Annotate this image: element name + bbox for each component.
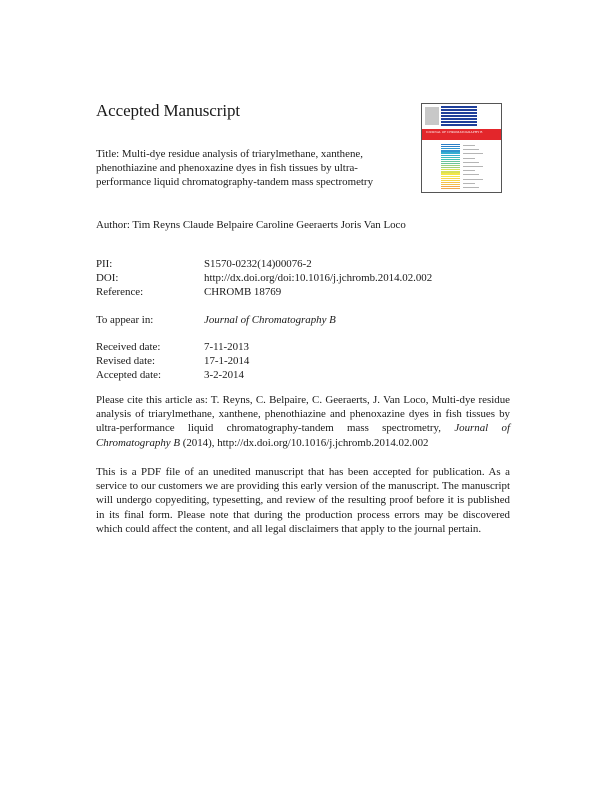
cover-stripe [441, 152, 460, 153]
cover-stripe [441, 146, 460, 147]
cover-text-line [463, 158, 475, 159]
revised-label: Revised date: [96, 355, 155, 367]
cover-top-bar [441, 106, 477, 108]
journal-cover-thumbnail [421, 103, 502, 193]
received-label: Received date: [96, 341, 161, 353]
cover-stripe [441, 165, 460, 166]
cover-stripe [441, 157, 460, 158]
cover-text-line [463, 145, 475, 146]
publisher-logo-icon [425, 107, 439, 125]
cover-stripe [441, 150, 460, 151]
citation-paragraph [96, 393, 510, 450]
revised-value: 17-1-2014 [204, 355, 250, 367]
cover-stripe [441, 144, 460, 145]
cover-top-bar [441, 124, 477, 126]
cover-text-line [463, 153, 483, 154]
page-heading: Accepted Manuscript [96, 101, 240, 120]
pii-row [96, 257, 312, 271]
reference-value: CHROMB 18769 [204, 286, 282, 298]
cover-text-line [463, 187, 479, 188]
received-row [96, 340, 249, 354]
cover-stripe [441, 163, 460, 164]
cover-stripe [441, 188, 460, 189]
citation-journal: Journal of Chromatography B [96, 422, 510, 449]
accepted-row [96, 368, 244, 382]
cover-text-line [463, 149, 479, 150]
cover-stripe [441, 176, 460, 177]
citation-prefix: Please cite this article as: T. Reyns, C. Belpaire, C. Geeraerts, J. Van Loco, Multi-dye residue analysis of triarylmethane, xanthene, phenothiazine and phenoxazine dyes in fish tissues by ultra-performance liquid chromatography-tandem mass spectrometry, [96, 394, 510, 435]
cover-stripe [441, 178, 460, 179]
cover-text-line [463, 166, 483, 167]
cover-journal-name: JOURNAL OF CHROMATOGRAPHY B [426, 130, 483, 134]
cover-stripe [441, 155, 460, 156]
cover-stripe [441, 186, 460, 187]
cover-stripe [441, 161, 460, 162]
article-authors: Author: Tim Reyns Claude Belpaire Caroline Geeraerts Joris Van Loco [96, 219, 406, 231]
received-value: 7-11-2013 [204, 341, 249, 353]
doi-row [96, 271, 432, 285]
reference-label: Reference: [96, 286, 144, 298]
appear-in-label: To appear in: [96, 314, 154, 326]
accepted-value: 3-2-2014 [204, 369, 244, 381]
pii-label: PII: [96, 258, 113, 270]
cover-text-line [463, 179, 483, 180]
cover-text-line [463, 170, 475, 171]
cover-text-line [463, 162, 479, 163]
appear-in-journal: Journal of Chromatography B [204, 314, 336, 326]
manuscript-notice: This is a PDF file of an unedited manuscript that has been accepted for publication. As a service to our customers we are providing this early version of the manuscript. The manuscript will undergo copyediting, typesetting, and review of the resulting proof before it is published in its final form. Please note that during the production process errors may be discovered which could affect the content, and all legal disclaimers that apply to the journal pertain. [96, 466, 510, 535]
cover-stripe [441, 173, 460, 174]
article-title: Title: Multi-dye residue analysis of triarylmethane, xanthene, phenothiazine and phenoxazine dyes in fish tissues by ultra-performance liquid chromatography-tandem mass spectrometry [96, 148, 374, 189]
doi-label: DOI: [96, 272, 119, 284]
cover-stripe [441, 169, 460, 170]
revised-row [96, 354, 249, 368]
appear-in-row [96, 313, 336, 327]
cover-top-bar [441, 109, 477, 111]
cover-stripe [441, 148, 460, 149]
cover-top-bar [441, 115, 477, 117]
cover-stripe [441, 184, 460, 185]
citation-suffix: (2014), http://dx.doi.org/10.1016/j.jchromb.2014.02.002 [180, 436, 429, 449]
cover-stripe [441, 180, 460, 181]
cover-text-line [463, 174, 479, 175]
doi-link[interactable]: http://dx.doi.org/doi:10.1016/j.jchromb.2014.02.002 [204, 272, 433, 284]
accepted-label: Accepted date: [96, 369, 162, 381]
cover-top-bar [441, 112, 477, 114]
cover-stripe [441, 182, 460, 183]
cover-stripe [441, 171, 460, 172]
cover-title-band [422, 129, 501, 140]
cover-top-bar [441, 118, 477, 120]
cover-top-bar [441, 121, 477, 123]
cover-stripe [441, 159, 460, 160]
pii-value: S1570-0232(14)00076-2 [204, 258, 312, 270]
cover-text-line [463, 183, 475, 184]
cover-stripe [441, 167, 460, 168]
reference-row [96, 285, 281, 299]
